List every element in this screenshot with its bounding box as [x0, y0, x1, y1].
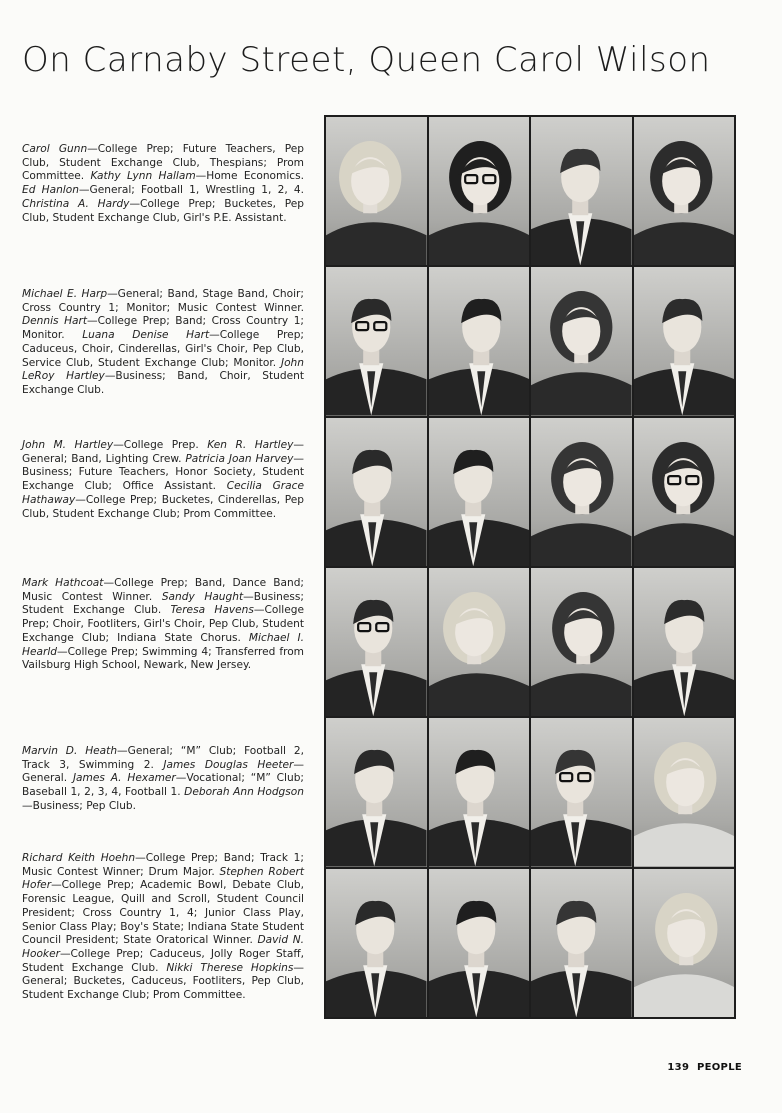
student-name: Ken R. Hartley — [207, 439, 294, 451]
page-title: On Carnaby Street, Queen Carol Wilson — [22, 40, 711, 80]
caption-block — [22, 852, 304, 1003]
student-portrait — [326, 869, 427, 1017]
student-portrait — [634, 267, 735, 415]
student-name: Dennis Hart — [22, 315, 88, 328]
student-portrait — [326, 568, 427, 716]
student-name: John M. Hartley — [22, 439, 114, 451]
student-details: —Business; Future Teachers, Honor Society, Student Exchange Club; Office Assistant. — [22, 452, 304, 493]
student-details: —College Prep. — [113, 439, 208, 451]
student-details: —General; Band, Stage Band, Choir; Cross Country 1; Monitor; Music Contest Winner. — [22, 288, 304, 314]
student-details: —College Prep; Caduceus, Choir, Cinderellas, Girl's Choir, Pep Club, Service Club, Student Exchange Club; Monitor. — [22, 329, 304, 369]
student-name: David N. Hooker — [22, 934, 304, 960]
student-details: —Home Economics. — [195, 170, 304, 183]
student-name: Richard Keith Hoehn — [22, 852, 136, 864]
section-label: PEOPLE — [697, 1062, 742, 1073]
student-portrait — [326, 418, 427, 566]
student-details: —General. — [22, 758, 304, 785]
student-details: —College Prep; Band, Dance Band; Music Contest Winner. — [22, 577, 304, 603]
student-details: —College Prep; Bucketes, Cinderellas, Pep Club, Student Exchange Club; Prom Committee. — [22, 493, 304, 520]
student-portrait — [429, 418, 530, 566]
caption-block — [22, 143, 304, 225]
student-portrait — [634, 117, 735, 265]
student-portrait — [429, 718, 530, 866]
student-name: Michael E. Harp — [22, 288, 108, 300]
student-name: Sandy Haught — [161, 590, 244, 603]
student-portrait — [326, 267, 427, 415]
student-details: —Business; Student Exchange Club. — [22, 590, 305, 617]
student-portrait — [531, 869, 632, 1017]
student-name: Stephen Robert Hofer — [22, 865, 304, 892]
student-name: Christina A. Hardy — [22, 197, 130, 210]
student-details: —College Prep; Bucketes, Pep Club, Student Exchange Club, Girl's P.E. Assistant. — [22, 197, 304, 224]
student-portrait — [429, 267, 530, 415]
student-name: Michael I. Hearld — [22, 631, 304, 658]
portrait-grid — [324, 115, 736, 1019]
student-portrait — [429, 869, 530, 1017]
student-portrait — [634, 718, 735, 866]
page-number: 139 — [667, 1062, 690, 1073]
student-name: James Douglas Heeter — [163, 758, 294, 771]
student-name: Marvin D. Heath — [22, 745, 118, 757]
student-name: Kathy Lynn Hallam — [90, 170, 196, 183]
student-portrait — [634, 418, 735, 566]
student-details: —Business; Pep Club. — [22, 799, 137, 812]
student-name: Patricia Joan Harvey — [185, 452, 294, 465]
student-name: John LeRoy Hartley — [22, 356, 304, 383]
student-name: Carol Gunn — [22, 143, 88, 155]
student-details: —College Prep; Band; Cross Country 1; Monitor. — [22, 315, 305, 342]
student-name: Ed Hanlon — [22, 184, 79, 197]
student-name: Luana Denise Hart — [82, 329, 210, 342]
student-details: —General; “M” Club; Football 2, Track 3, Swimming 2. — [22, 745, 304, 771]
student-details: —College Prep; Caduceus, Jolly Roger Staff, Student Exchange Club. — [22, 947, 304, 974]
student-name: Teresa Havens — [170, 604, 254, 617]
student-portrait — [326, 117, 427, 265]
student-details: —College Prep; Band; Track 1; Music Contest Winner; Drum Major. — [22, 852, 304, 878]
student-details: —Vocational; “M” Club; Baseball 1, 2, 3, 4, Football 1. — [22, 772, 305, 799]
student-details: —General; Band, Lighting Crew. — [22, 439, 304, 465]
student-name: James A. Hexamer — [72, 772, 176, 785]
caption-block — [22, 577, 304, 673]
student-name: Nikki Therese Hopkins — [166, 961, 294, 974]
student-details: —College Prep; Academic Bowl, Debate Club, Forensic League, Quill and Scroll, Student Council President; Cross Country 1, 4; Junior Class Play, Senior Class Play; Boy's State; Indiana State Student Council President; State Oratorical Winner. — [22, 879, 304, 947]
student-name: Deborah Ann Hodgson — [184, 786, 304, 799]
student-portrait — [531, 718, 632, 866]
student-name: Mark Hathcoat — [22, 577, 104, 589]
caption-block — [22, 439, 304, 521]
student-portrait — [429, 117, 530, 265]
student-portrait — [326, 718, 427, 866]
caption-block — [22, 288, 304, 398]
student-portrait — [634, 568, 735, 716]
student-portrait — [429, 568, 530, 716]
student-details: —General; Bucketes, Caduceus, Footliters, Pep Club, Student Exchange Club; Prom Committee. — [22, 961, 304, 1002]
student-details: —Business; Band, Choir, Student Exchange Club. — [22, 370, 304, 396]
student-details: —College Prep; Choir, Footliters, Girl's Choir, Pep Club, Student Exchange Club; Indiana State Chorus. — [22, 604, 304, 644]
student-portrait — [531, 568, 632, 716]
student-portrait — [531, 117, 632, 265]
student-details: —College Prep; Swimming 4; Transferred from Vailsburg High School, Newark, New Jersey. — [22, 645, 304, 672]
page-footer — [663, 1062, 742, 1073]
student-details: —College Prep; Future Teachers, Pep Club, Student Exchange Club, Thespians; Prom Committee. — [22, 143, 304, 183]
student-name: Cecilia Grace Hathaway — [22, 480, 304, 506]
student-details: —General; Football 1, Wrestling 1, 2, 4. — [78, 184, 304, 197]
student-portrait — [531, 267, 632, 415]
student-portrait — [634, 869, 735, 1017]
caption-block — [22, 745, 304, 814]
student-portrait — [531, 418, 632, 566]
